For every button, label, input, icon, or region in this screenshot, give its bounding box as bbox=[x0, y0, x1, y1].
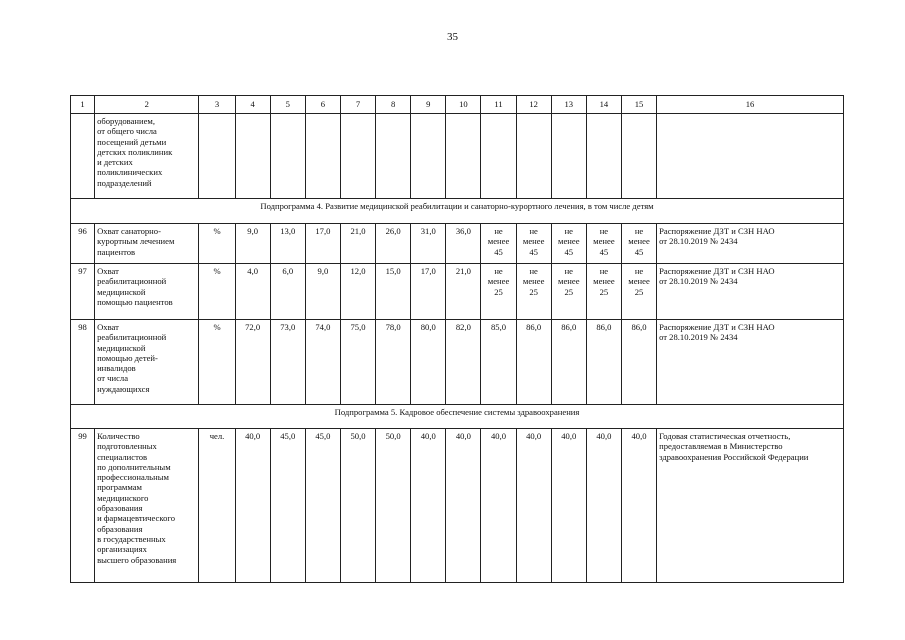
header-cell: 8 bbox=[376, 96, 411, 114]
value-cell: не менее 45 bbox=[621, 224, 656, 264]
value-cell: не менее 25 bbox=[621, 264, 656, 320]
value-cell: 26,0 bbox=[376, 224, 411, 264]
header-cell: 1 bbox=[71, 96, 95, 114]
value-cell: 13,0 bbox=[270, 224, 305, 264]
empty-cell bbox=[446, 114, 481, 199]
unit: % bbox=[199, 224, 235, 264]
header-cell: 14 bbox=[586, 96, 621, 114]
value-cell: 50,0 bbox=[376, 429, 411, 583]
empty-cell bbox=[621, 114, 656, 199]
section-title-4: Подпрограмма 4. Развитие медицинской реабилитации и санаторно-курортного лечения, в том числе детям bbox=[71, 199, 844, 224]
header-cell: 5 bbox=[270, 96, 305, 114]
value-cell: 40,0 bbox=[235, 429, 270, 583]
table-row-continued bbox=[71, 114, 844, 199]
value-cell: 40,0 bbox=[411, 429, 446, 583]
value-cell: 82,0 bbox=[446, 320, 481, 405]
indicators-table bbox=[70, 95, 844, 583]
empty-cell bbox=[305, 114, 340, 199]
header-cell: 13 bbox=[551, 96, 586, 114]
value-cell: 40,0 bbox=[621, 429, 656, 583]
table-row-96 bbox=[71, 224, 844, 264]
row-number: 99 bbox=[71, 429, 95, 583]
source-document: Распоряжение ДЗТ и СЗН НАО от 28.10.2019 № 2434 bbox=[657, 320, 844, 405]
value-cell: 40,0 bbox=[551, 429, 586, 583]
header-cell: 16 bbox=[657, 96, 844, 114]
value-cell: 86,0 bbox=[551, 320, 586, 405]
value-cell: 86,0 bbox=[586, 320, 621, 405]
value-cell: 40,0 bbox=[516, 429, 551, 583]
value-cell: 9,0 bbox=[305, 264, 340, 320]
value-cell: 86,0 bbox=[621, 320, 656, 405]
value-cell: 72,0 bbox=[235, 320, 270, 405]
value-cell: 6,0 bbox=[270, 264, 305, 320]
value-cell: 85,0 bbox=[481, 320, 516, 405]
value-cell: 4,0 bbox=[235, 264, 270, 320]
table-row-97 bbox=[71, 264, 844, 320]
unit: % bbox=[199, 264, 235, 320]
value-cell: 12,0 bbox=[340, 264, 375, 320]
value-cell: 73,0 bbox=[270, 320, 305, 405]
header-row bbox=[71, 96, 844, 114]
empty-cell bbox=[270, 114, 305, 199]
header-cell: 12 bbox=[516, 96, 551, 114]
empty-cell bbox=[235, 114, 270, 199]
table-row-99 bbox=[71, 429, 844, 583]
value-cell: не менее 25 bbox=[516, 264, 551, 320]
empty-cell bbox=[551, 114, 586, 199]
row-number: 97 bbox=[71, 264, 95, 320]
value-cell: не менее 45 bbox=[551, 224, 586, 264]
value-cell: 21,0 bbox=[446, 264, 481, 320]
unit: % bbox=[199, 320, 235, 405]
page-number: 35 bbox=[447, 31, 458, 43]
empty-cell bbox=[411, 114, 446, 199]
section-row bbox=[71, 405, 844, 429]
empty-cell bbox=[657, 114, 844, 199]
empty-cell bbox=[586, 114, 621, 199]
value-cell: 17,0 bbox=[305, 224, 340, 264]
source-document: Распоряжение ДЗТ и СЗН НАО от 28.10.2019 № 2434 bbox=[657, 224, 844, 264]
value-cell: 40,0 bbox=[586, 429, 621, 583]
value-cell: 45,0 bbox=[270, 429, 305, 583]
value-cell: 21,0 bbox=[340, 224, 375, 264]
header-cell: 6 bbox=[305, 96, 340, 114]
header-cell: 3 bbox=[199, 96, 235, 114]
value-cell: не менее 25 bbox=[481, 264, 516, 320]
value-cell: 15,0 bbox=[376, 264, 411, 320]
value-cell: 40,0 bbox=[481, 429, 516, 583]
section-title-5: Подпрограмма 5. Кадровое обеспечение системы здравоохранения bbox=[71, 405, 844, 429]
value-cell: не менее 45 bbox=[481, 224, 516, 264]
table-row-98 bbox=[71, 320, 844, 405]
indicator-name: Количество подготовленных специалистов по дополнительным профессиональным программам медицинского образования и фармацевтического образования в государственных организациях высшего образования bbox=[95, 429, 199, 583]
value-cell: 75,0 bbox=[340, 320, 375, 405]
header-cell: 4 bbox=[235, 96, 270, 114]
source-document: Распоряжение ДЗТ и СЗН НАО от 28.10.2019 № 2434 bbox=[657, 264, 844, 320]
header-cell: 7 bbox=[340, 96, 375, 114]
header-cell: 9 bbox=[411, 96, 446, 114]
value-cell: не менее 45 bbox=[586, 224, 621, 264]
value-cell: не менее 25 bbox=[551, 264, 586, 320]
empty-cell bbox=[516, 114, 551, 199]
section-row bbox=[71, 199, 844, 224]
header-cell: 10 bbox=[446, 96, 481, 114]
header-cell: 15 bbox=[621, 96, 656, 114]
value-cell: 40,0 bbox=[446, 429, 481, 583]
header-cell: 2 bbox=[95, 96, 199, 114]
value-cell: не менее 45 bbox=[516, 224, 551, 264]
value-cell: 50,0 bbox=[340, 429, 375, 583]
value-cell: 86,0 bbox=[516, 320, 551, 405]
value-cell: 80,0 bbox=[411, 320, 446, 405]
empty-cell bbox=[199, 114, 235, 199]
indicator-name: Охват санаторно- курортным лечением пациентов bbox=[95, 224, 199, 264]
indicator-name: оборудованием, от общего числа посещений детьми детских поликлиник и детских поликлинических подразделений bbox=[95, 114, 199, 199]
source-document: Годовая статистическая отчетность, предоставляемая в Министерство здравоохранения Российской Федерации bbox=[657, 429, 844, 583]
empty-cell bbox=[481, 114, 516, 199]
indicator-name: Охват реабилитационной медицинской помощью детей- инвалидов от числа нуждающихся bbox=[95, 320, 199, 405]
value-cell: 78,0 bbox=[376, 320, 411, 405]
row-number: 96 bbox=[71, 224, 95, 264]
value-cell: 31,0 bbox=[411, 224, 446, 264]
unit: чел. bbox=[199, 429, 235, 583]
empty-cell bbox=[340, 114, 375, 199]
value-cell: 45,0 bbox=[305, 429, 340, 583]
value-cell: 74,0 bbox=[305, 320, 340, 405]
value-cell: 9,0 bbox=[235, 224, 270, 264]
row-number: 98 bbox=[71, 320, 95, 405]
value-cell: 36,0 bbox=[446, 224, 481, 264]
header-cell: 11 bbox=[481, 96, 516, 114]
empty-cell bbox=[376, 114, 411, 199]
indicator-name: Охват реабилитационной медицинской помощью пациентов bbox=[95, 264, 199, 320]
cell-num bbox=[71, 114, 95, 199]
value-cell: не менее 25 bbox=[586, 264, 621, 320]
value-cell: 17,0 bbox=[411, 264, 446, 320]
